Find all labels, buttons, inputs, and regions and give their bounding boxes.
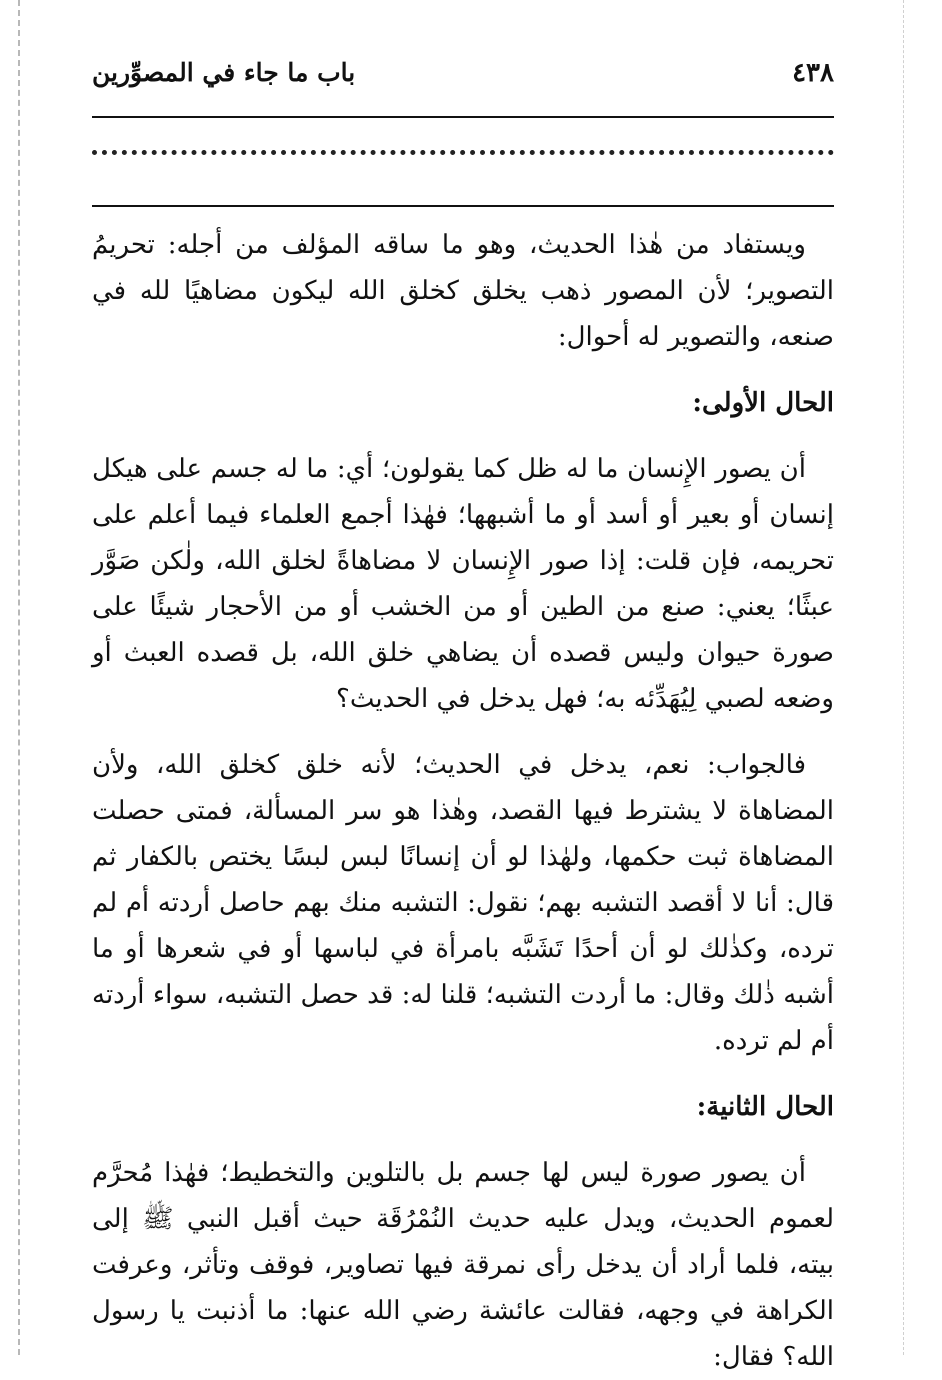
page-number: ٤٣٨ [792,58,834,88]
paragraph-first-case: أن يصور الإِنسان ما له ظل كما يقولون؛ أي: ما له جسم على هيكل إنسان أو بعير أو أسد أو ما أشبهها؛ فهٰذا أجمع العلماء فيما أعلم على تحريمه، فإن قلت: إذا صور الإِنسان لا مضاهاةً لخلق الله، ولٰكن صَوَّر عبثًا؛ يعني: صنع من الطين أو من الخشب أو من الأحجار شيئًا على صورة حيوان وليس قصده أن يضاهي خلق الله، بل قصده العبث أو وضعه لصبي لِيُهَدِّئه به؛ فهل يدخل في الحديث؟ [92,454,834,714]
paragraph-intro: ويستفاد من هٰذا الحديث، وهو ما ساقه المؤلف من أجله: تحريمُ التصوير؛ لأن المصور ذهب يخلق كخلق الله ليكون مضاهيًا لله في صنعه، والتصوير له أحوال: [92,230,834,352]
page-fold-line [18,0,20,1355]
page-header [92,58,834,98]
running-title: باب ما جاء في المصوِّرين [92,58,356,87]
paragraph-answer: فالجواب: نعم، يدخل في الحديث؛ لأنه خلق كخلق الله، ولأن المضاهاة لا يشترط فيها القصد، وهٰذا هو سر المسألة، فمتى حصلت المضاهاة ثبت حكمها، ولهٰذا لو أن إنسانًا لبس لبسًا يختص بالكفار ثم قال: أنا لا أقصد التشبه بهم؛ نقول: التشبه منك بهم حاصل أردته أم لم ترده، وكذٰلك لو أن أحدًا تَشَبَّه بامرأة في لباسها أو في شعرها أو ما أشبه ذٰلك وقال: ما أردت التشبه؛ قلنا له: قد حصل التشبه، سواء أردته أم لم ترده. [92,750,834,1056]
page-margin-guide [903,0,904,1355]
section-heading-first-case: الحال الأولى: [692,388,834,418]
dotted-separator [92,150,834,155]
paragraph-second-case: أن يصور صورة ليس لها جسم بل بالتلوين والتخطيط؛ فهٰذا مُحرَّم لعموم الحديث، ويدل عليه حديث النُمْرُقَة حيث أقبل النبي ﷺ إلى بيته، فلما أراد أن يدخل رأى نمرقة فيها تصاوير، فوقف وتأثر، وعرفت الكراهة في وجهه، فقالت عائشة رضي الله عنها: ما أذنبت يا رسول الله؟ فقال: [92,1158,834,1372]
content-top-rule [92,205,834,207]
header-rule [92,116,834,118]
main-text [92,222,834,1380]
section-heading-second-case: الحال الثانية: [696,1092,834,1122]
